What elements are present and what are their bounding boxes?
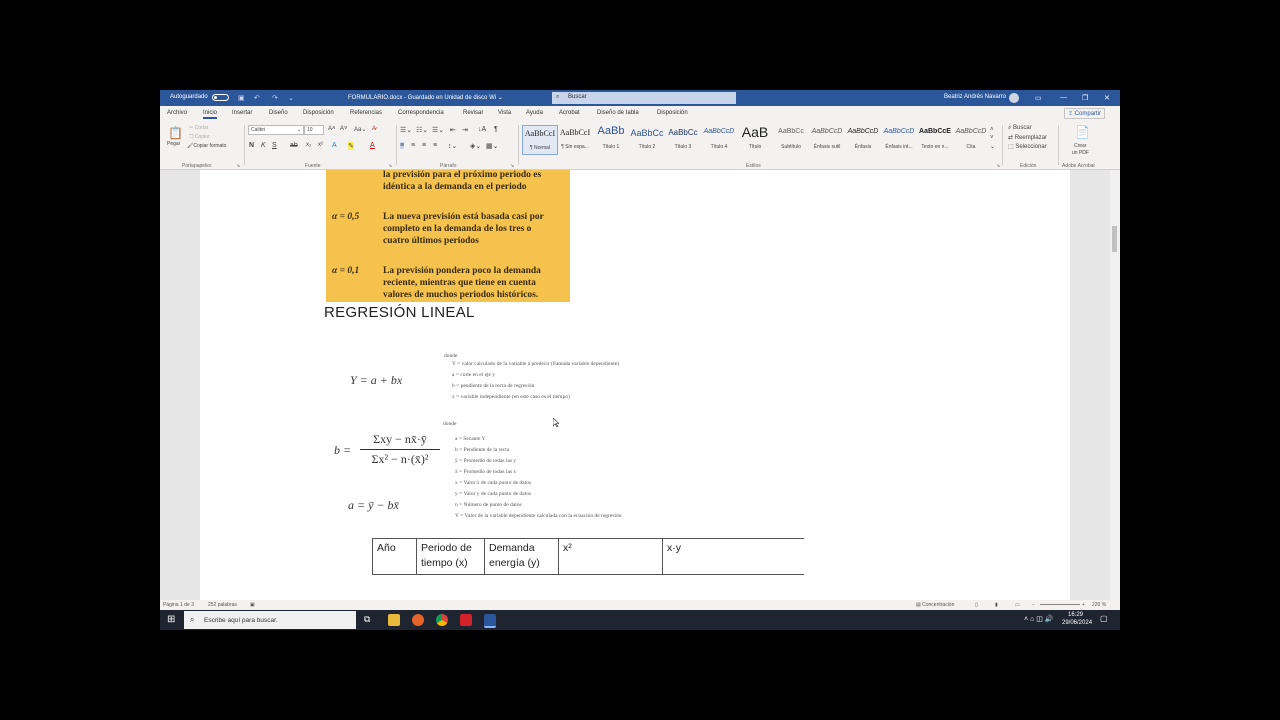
regression-formula: Y = a + bx <box>350 373 403 387</box>
style-no-spacing[interactable] <box>558 125 592 153</box>
legend-line: a = corte en el eje y <box>452 372 496 378</box>
word-taskbar-icon[interactable] <box>484 614 496 628</box>
style-preview: AaB <box>741 124 769 140</box>
legend-line: x̄ = Promedio de todas las x <box>455 469 517 475</box>
alpha-row-3-line-2: reciente, mientras que tiene en cuenta <box>383 278 536 288</box>
legend-line: b = pendiente de la recta de regresión <box>452 383 535 389</box>
style-label: Título 4 <box>710 144 728 150</box>
style-label: Título 2 <box>638 144 656 150</box>
style-preview: AaBbCcD <box>883 128 915 135</box>
replace-icon: ⇄ <box>1008 135 1015 141</box>
tab-vista[interactable]: Vista <box>498 110 512 116</box>
share-icon: ⇪ <box>1068 111 1075 117</box>
styles-more-icon[interactable]: ⌄ <box>990 144 996 150</box>
cut-button[interactable] <box>189 125 209 131</box>
tab-diseno-tabla[interactable]: Diseño de tabla <box>597 110 639 116</box>
tab-ayuda[interactable]: Ayuda <box>526 110 543 116</box>
ribbon-tabs <box>160 106 1120 121</box>
legend-line: Y = Valor de la variable dependiente calculada con la ecuación de regresión <box>455 513 622 519</box>
intercept-formula: a = ȳ − bx̄ <box>348 498 399 512</box>
search-icon: ⌕ <box>190 615 195 624</box>
alpha-value: α = 0,5 <box>332 212 360 222</box>
bullets-icon[interactable]: ☰⌄ <box>400 127 413 134</box>
scrollbar-thumb[interactable] <box>1112 226 1117 252</box>
shading-icon[interactable]: ◈⌄ <box>470 143 482 150</box>
document-page[interactable] <box>200 170 1070 600</box>
editing-group-label: Edición <box>1020 163 1037 169</box>
style-label: Título 1 <box>602 144 620 150</box>
font-size-value: 10 <box>307 127 313 133</box>
search-icon: ⌕ <box>1008 125 1014 131</box>
style-preview: AaBbCc <box>778 128 804 135</box>
borders-icon[interactable]: ▦⌄ <box>486 143 499 150</box>
fraction-bar <box>360 449 440 450</box>
style-label: ¶ Normal <box>529 145 551 151</box>
styles-scroll-up-icon[interactable]: ˄ <box>990 127 994 133</box>
paste-icon[interactable]: 📋 <box>168 126 183 140</box>
slope-formula-denominator: Σx² − n·(x̄)² <box>371 452 429 466</box>
style-preview: AaBbCcD <box>955 128 987 135</box>
legend-line: Y = valor calculado de la variable a predecir (llamada variable dependiente) <box>452 361 620 367</box>
minimize-icon[interactable]: — <box>1060 94 1067 101</box>
vertical-scrollbar[interactable] <box>1110 170 1120 600</box>
alpha-row-2-line-2: completo en la demanda de los tres o <box>383 224 532 234</box>
clock-time[interactable]: 16:29 <box>1068 612 1084 618</box>
taskbar <box>160 610 1120 630</box>
tab-archivo[interactable]: Archivo <box>167 110 188 116</box>
underline-icon[interactable]: S <box>272 142 277 149</box>
format-painter-button[interactable] <box>187 143 226 149</box>
change-case-icon[interactable]: Aa⌄ <box>354 127 367 133</box>
brush-icon: 🖌 <box>187 143 194 149</box>
user-name[interactable]: Beatriz Andrés Navarro <box>944 94 1007 100</box>
autosave-toggle[interactable] <box>212 94 229 101</box>
table-header-cell[interactable]: Periodo de tiempo (x) <box>416 539 484 574</box>
avatar[interactable] <box>1009 93 1019 103</box>
style-preview: AaBbCcI <box>559 128 591 137</box>
close-icon[interactable]: ✕ <box>1104 95 1110 102</box>
style-normal[interactable] <box>522 125 558 155</box>
tab-acrobat[interactable]: Acrobat <box>559 110 580 116</box>
table-header-cell[interactable]: Año <box>372 539 416 574</box>
style-preview: AaBbCcD <box>847 128 879 135</box>
proofing-icon[interactable]: ▣ <box>250 602 255 608</box>
zoom-out-icon[interactable]: − <box>1032 602 1035 608</box>
pilcrow-icon[interactable]: ¶ <box>494 126 498 133</box>
text-effects-icon[interactable]: A <box>332 142 337 149</box>
tab-disposicion-tabla[interactable]: Disposición <box>657 110 688 116</box>
ribbon <box>160 121 1120 170</box>
legend-line: donde <box>444 353 458 359</box>
task-view-icon[interactable]: ⧉ <box>364 614 371 624</box>
mouse-pointer-icon <box>553 418 559 427</box>
autosave-label: Autoguardado <box>170 94 208 100</box>
style-label: Título <box>748 144 762 150</box>
create-pdf-label-1[interactable]: Crear <box>1074 143 1087 149</box>
taskbar-search-placeholder: Escribe aquí para buscar. <box>204 617 278 624</box>
firefox-icon[interactable] <box>412 614 424 626</box>
tab-revisar[interactable]: Revisar <box>463 110 484 116</box>
legend-line: b = Pendiente de la recta <box>455 447 510 453</box>
share-label: Compartir <box>1074 111 1102 117</box>
acrobat-reader-icon[interactable] <box>460 614 472 626</box>
font-name-value: Calibri <box>251 127 266 133</box>
legend-line: a = Secante Y <box>455 436 486 442</box>
style-label: Énfasis <box>854 144 872 150</box>
style-preview: AaBbCcE <box>919 128 951 135</box>
print-layout-icon[interactable]: ▮ <box>995 602 998 608</box>
tab-referencias[interactable]: Referencias <box>350 110 383 116</box>
styles-group-label: Estilos <box>746 163 761 169</box>
copy-button[interactable] <box>189 134 210 140</box>
alpha-row-2-line-1: La nueva previsión está basada casi por <box>383 212 544 222</box>
system-tray-icons[interactable]: ˄ ⌂ ◫ 🔊 <box>1024 616 1054 623</box>
document-area <box>160 170 1120 600</box>
section-heading: REGRESIÓN LINEAL <box>324 304 475 321</box>
font-size-select[interactable] <box>304 125 324 135</box>
style-heading-2[interactable] <box>630 125 664 153</box>
tab-insertar[interactable]: Insertar <box>232 110 253 116</box>
paragraph-group-label: Párrafo <box>440 163 457 169</box>
superscript-icon[interactable]: x² <box>318 142 323 148</box>
style-strong[interactable] <box>918 125 952 153</box>
separator <box>518 125 519 165</box>
slope-formula-numerator: Σxy − nx̄·ȳ <box>373 432 427 446</box>
page-count[interactable]: Página 1 de 3 <box>163 602 194 608</box>
style-preview: AaBbCc <box>668 128 698 137</box>
zoom-level[interactable]: 220 % <box>1092 602 1107 608</box>
strikethrough-icon[interactable]: ab <box>290 142 298 149</box>
customize-qat-icon[interactable]: ⌄ <box>288 95 294 102</box>
clipboard-launcher-icon[interactable]: ↘ <box>236 163 241 169</box>
styles-scroll-down-icon[interactable]: ˅ <box>990 135 994 141</box>
justify-icon[interactable]: ≡ <box>433 142 438 149</box>
data-table <box>372 538 804 575</box>
separator <box>1058 125 1059 165</box>
separator <box>1002 125 1003 165</box>
tab-correspondencia[interactable]: Correspondencia <box>398 110 444 116</box>
replace-label: Reemplazar <box>1014 135 1048 141</box>
alpha-value: α = 0,1 <box>332 266 360 276</box>
select-label: Seleccionar <box>1015 144 1047 150</box>
select-icon: ⬚ <box>1008 144 1016 150</box>
legend-line: x = Valor x de cada punto de datos <box>455 480 532 486</box>
style-preview: AaBb <box>597 125 625 137</box>
ribbon-display-icon[interactable]: ▭ <box>1035 95 1042 102</box>
alpha-row-1-line-2: idéntica a la demanda en el periodo <box>383 182 527 192</box>
legend-line: y = Valor y de cada punto de datos <box>455 491 532 497</box>
clock-date[interactable]: 29/06/2024 <box>1062 620 1093 626</box>
search-placeholder: Buscar <box>568 94 587 100</box>
style-heading-3[interactable] <box>666 125 700 153</box>
windows-start-icon[interactable]: ⊞ <box>167 614 176 625</box>
line-spacing-icon[interactable]: ↕⌄ <box>448 143 458 150</box>
style-preview: AaBbCcD <box>703 128 735 135</box>
slope-formula-fraction <box>360 432 440 467</box>
tab-disposicion[interactable]: Disposición <box>303 110 334 116</box>
style-heading-1[interactable] <box>594 125 628 153</box>
tab-inicio[interactable]: Inicio <box>203 110 217 119</box>
select-button[interactable] <box>1008 143 1047 150</box>
find-button[interactable] <box>1008 125 1032 132</box>
zoom-slider[interactable] <box>1040 604 1080 605</box>
restore-icon[interactable]: ❐ <box>1082 95 1089 102</box>
alpha-row-1-line-1: la previsión para el próximo periodo es <box>383 170 542 180</box>
alpha-row-3-line-1: La previsión pondera poco la demanda <box>383 266 541 276</box>
align-right-icon[interactable]: ≡ <box>422 142 427 149</box>
cut-icon: ✂ <box>189 125 195 131</box>
style-emphasis[interactable] <box>846 125 880 153</box>
style-label: Texto en n... <box>921 144 949 150</box>
style-quote[interactable] <box>954 125 988 153</box>
taskbar-search[interactable] <box>184 611 356 629</box>
style-label: Título 3 <box>674 144 692 150</box>
highlight-icon[interactable]: ✎ <box>348 143 354 150</box>
status-bar <box>160 600 1120 610</box>
alpha-row-3-line-3: valores de muchos periodos históricos. <box>383 290 539 300</box>
align-left-icon[interactable]: ≡ <box>400 142 405 149</box>
focus-button[interactable] <box>916 602 954 608</box>
decrease-indent-icon[interactable]: ⇤ <box>450 127 456 134</box>
file-explorer-icon[interactable] <box>388 614 400 626</box>
style-preview: AaBbCcI <box>524 129 556 138</box>
style-label: ¶ Sin espa... <box>561 144 589 150</box>
acrobat-group-label: Adobe Acrobat <box>1062 163 1095 169</box>
word-count[interactable]: 252 palabras <box>208 602 237 608</box>
subscript-icon[interactable]: x₂ <box>306 142 312 148</box>
undo-icon[interactable]: ↶ <box>254 95 260 102</box>
multilevel-list-icon[interactable]: ☰⌄ <box>432 127 445 134</box>
numbering-icon[interactable]: ☷⌄ <box>416 127 429 134</box>
style-subtitle[interactable] <box>774 125 808 153</box>
increase-indent-icon[interactable]: ⇥ <box>462 127 468 134</box>
separator <box>396 125 397 165</box>
focus-label: Concentración <box>922 602 955 608</box>
document-title: FORMULARIO.docx - Guardado en Unidad de disco Wi ⌄ <box>348 95 503 101</box>
font-color-icon[interactable]: A <box>370 142 375 149</box>
pdf-icon[interactable]: 📄 <box>1075 125 1090 139</box>
find-label: Buscar <box>1013 125 1032 131</box>
style-heading-4[interactable] <box>702 125 736 153</box>
zoom-in-icon[interactable]: + <box>1082 602 1085 608</box>
title-bar <box>160 90 1120 106</box>
chrome-icon[interactable] <box>436 614 448 626</box>
font-group-label: Fuente <box>305 163 321 169</box>
table-header-cell[interactable]: Demanda energía (y) <box>484 539 558 574</box>
redo-icon[interactable]: ↷ <box>272 95 278 102</box>
slope-formula-lhs: b = <box>334 443 352 457</box>
legend-line: ȳ = Promedio de todas las y <box>455 458 517 464</box>
bold-icon[interactable]: N <box>249 142 255 149</box>
clear-format-icon[interactable]: A̷ <box>372 126 377 132</box>
separator <box>244 125 245 165</box>
create-pdf-label-2[interactable]: un PDF <box>1072 150 1089 156</box>
read-mode-icon[interactable]: ▯ <box>975 602 978 608</box>
alpha-row-2-line-3: cuatro últimos periodos <box>383 236 479 246</box>
table-header-cell[interactable]: x·y <box>662 539 804 574</box>
style-label: Cita <box>966 144 976 150</box>
search-box[interactable] <box>552 92 736 104</box>
table-header-cell[interactable]: x² <box>558 539 662 574</box>
paragraph-launcher-icon[interactable]: ↘ <box>510 163 515 169</box>
copy-label: Copiar <box>194 134 210 140</box>
word-window <box>160 90 1120 630</box>
share-button[interactable] <box>1064 108 1105 119</box>
style-intense-emphasis[interactable] <box>882 125 916 153</box>
legend-line: x = variable independiente (en este caso es el tiempo) <box>452 394 570 400</box>
font-launcher-icon[interactable]: ↘ <box>388 163 393 169</box>
clipboard-group-label: Portapapeles <box>182 163 212 169</box>
sort-icon[interactable]: ↓A <box>478 126 487 133</box>
paste-button[interactable]: Pegar <box>167 141 181 147</box>
chevron-down-icon: ⌄ <box>297 127 302 133</box>
format-painter-label: Copiar formato <box>193 143 227 149</box>
style-title[interactable] <box>738 125 772 153</box>
style-label: Énfasis sutil <box>813 144 841 150</box>
align-center-icon[interactable]: ≡ <box>411 142 416 149</box>
font-name-select[interactable] <box>248 125 304 135</box>
copy-icon: ❐ <box>189 134 195 140</box>
style-label: Énfasis int... <box>885 144 913 150</box>
legend-line: donde <box>443 421 457 427</box>
replace-button[interactable] <box>1008 134 1047 141</box>
italic-icon[interactable]: K <box>261 142 266 149</box>
notifications-icon[interactable]: ▢ <box>1100 614 1108 623</box>
style-preview: AaBbCc <box>630 128 664 138</box>
cut-label: Cortar <box>194 125 209 131</box>
style-preview: AaBbCcD <box>811 128 843 135</box>
web-layout-icon[interactable]: ▭ <box>1015 602 1020 608</box>
save-icon[interactable]: ▣ <box>238 95 245 102</box>
legend-line: n = Número de punto de datos <box>455 502 522 508</box>
style-label: Subtítulo <box>781 144 801 150</box>
styles-launcher-icon[interactable]: ↘ <box>996 163 1001 169</box>
focus-icon: ▤ <box>916 602 923 608</box>
search-icon: ⌕ <box>556 94 560 100</box>
style-subtle-emphasis[interactable] <box>810 125 844 153</box>
shrink-font-icon[interactable]: A˅ <box>340 126 348 132</box>
tab-diseno[interactable]: Diseño <box>269 110 288 116</box>
grow-font-icon[interactable]: A˄ <box>328 126 336 132</box>
